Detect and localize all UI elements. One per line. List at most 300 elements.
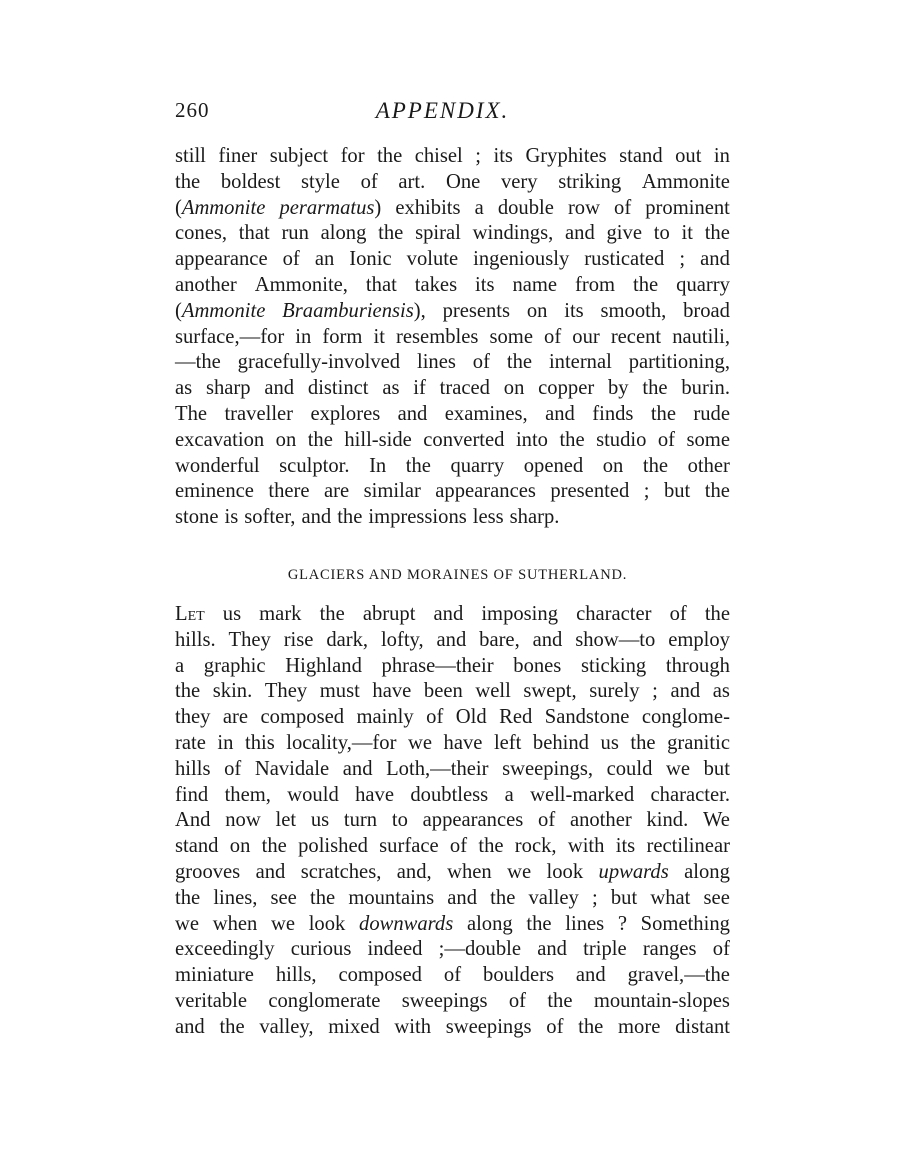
text-line xyxy=(175,428,730,454)
word: quarry xyxy=(450,454,505,477)
word: have xyxy=(443,731,483,754)
word: presents xyxy=(442,299,511,322)
text-line xyxy=(175,454,730,480)
word: softer, xyxy=(244,506,296,529)
word: with xyxy=(394,1015,432,1038)
word: the xyxy=(559,428,585,451)
word: converted xyxy=(423,428,505,451)
word: granitic xyxy=(667,731,730,754)
word: Highland xyxy=(285,654,362,677)
word: wonderful xyxy=(175,454,260,477)
word: grooves xyxy=(175,860,241,883)
word: when xyxy=(447,860,492,883)
word: that xyxy=(238,222,270,245)
word: traveller xyxy=(224,402,294,425)
word: let xyxy=(275,809,297,832)
word: excavation xyxy=(175,428,265,451)
word: and xyxy=(532,628,563,651)
word: style xyxy=(301,170,340,193)
word: partitioning, xyxy=(628,351,730,374)
word: a xyxy=(175,654,185,677)
word: curious xyxy=(290,938,352,961)
book-page xyxy=(175,98,730,1041)
word: (Ammonite xyxy=(175,196,266,219)
text-line xyxy=(175,654,730,680)
text-line xyxy=(175,479,730,505)
word: us xyxy=(310,809,330,832)
word: striking xyxy=(558,170,622,193)
word: they xyxy=(175,706,211,729)
word: along xyxy=(466,912,513,935)
word: the xyxy=(526,912,552,935)
word: finds xyxy=(592,402,634,425)
word: the xyxy=(319,602,345,625)
word: And xyxy=(175,809,211,832)
word: distant xyxy=(675,1015,730,1038)
word: surface,—for xyxy=(175,325,285,348)
word: rise xyxy=(283,628,314,651)
word: and xyxy=(264,377,295,400)
word: ingeniously xyxy=(473,248,570,271)
word: prominent xyxy=(645,196,730,219)
word: character. xyxy=(650,783,730,806)
word: we xyxy=(507,860,532,883)
word: art. xyxy=(398,170,426,193)
word: well xyxy=(475,680,511,703)
word: them, xyxy=(224,783,271,806)
word: ? xyxy=(617,912,627,935)
word: still xyxy=(175,145,206,167)
word: of xyxy=(360,170,378,193)
word: stand xyxy=(619,145,663,167)
word: presented xyxy=(550,480,630,503)
text-line xyxy=(175,731,730,757)
word: explores xyxy=(310,402,381,425)
word: its xyxy=(493,145,513,167)
paragraph-1 xyxy=(175,144,730,531)
word: locality,—for xyxy=(286,731,397,754)
word: Braamburiensis), xyxy=(282,299,426,322)
word: veritable xyxy=(175,989,248,1012)
word: with xyxy=(567,835,605,858)
word: in xyxy=(713,145,730,167)
word: bare, xyxy=(479,628,520,651)
word: and xyxy=(447,886,478,909)
word: lofty, xyxy=(380,628,424,651)
word: triple xyxy=(583,938,627,961)
word: well-marked xyxy=(530,783,635,806)
word: sweepings xyxy=(445,1015,532,1038)
word: the xyxy=(650,402,676,425)
word: gravel,—the xyxy=(627,964,730,987)
word: name xyxy=(512,273,558,296)
word: stone xyxy=(175,506,219,529)
word: lines xyxy=(565,912,605,935)
word: of xyxy=(712,938,730,961)
word: indeed xyxy=(367,938,423,961)
word: and xyxy=(397,402,428,425)
word: Let xyxy=(175,602,205,625)
word: the xyxy=(337,506,363,529)
word: opened xyxy=(523,454,584,477)
word: recent xyxy=(610,325,662,348)
word: and xyxy=(342,757,373,780)
word: there xyxy=(268,480,310,503)
word: sculptor. xyxy=(279,454,350,477)
word: now xyxy=(225,809,261,832)
word: mountains xyxy=(348,886,435,909)
word: abrupt xyxy=(362,602,416,625)
word: we xyxy=(271,912,296,935)
word: on xyxy=(526,299,548,322)
word: and, xyxy=(396,860,432,883)
word: windings, xyxy=(472,222,554,245)
word: kind. xyxy=(646,809,689,832)
word: are xyxy=(222,706,249,729)
word: its xyxy=(564,299,584,322)
word: and xyxy=(575,964,606,987)
text-line xyxy=(175,247,730,273)
word: some xyxy=(686,428,730,451)
word: of xyxy=(472,351,490,374)
word: the xyxy=(307,428,333,451)
text-line xyxy=(175,299,730,325)
word: bones xyxy=(513,654,562,677)
word: we xyxy=(175,912,200,935)
word: burin. xyxy=(681,377,730,400)
word: as xyxy=(712,680,730,703)
word: of xyxy=(669,602,687,625)
word: One xyxy=(445,170,481,193)
word: run xyxy=(281,222,309,245)
word: the xyxy=(261,835,287,858)
word: through xyxy=(665,654,730,677)
word: the xyxy=(378,222,404,245)
word: Red xyxy=(499,706,533,729)
word: swept, xyxy=(523,680,577,703)
word: out xyxy=(675,145,702,167)
word: polished xyxy=(298,835,368,858)
word: valley, xyxy=(259,1015,314,1038)
word: mainly xyxy=(356,706,414,729)
word: of xyxy=(538,809,556,832)
word: sticking xyxy=(580,654,647,677)
word: miniature xyxy=(175,964,254,987)
word: form xyxy=(322,325,363,348)
word: on xyxy=(503,377,525,400)
word: ;—double xyxy=(438,938,522,961)
word: hills, xyxy=(275,964,317,987)
word: turn xyxy=(343,809,378,832)
word: —the xyxy=(175,351,221,374)
word: see xyxy=(270,886,297,909)
word: internal xyxy=(548,351,612,374)
word: look xyxy=(308,912,346,935)
word: dark, xyxy=(326,628,369,651)
text-line xyxy=(175,144,730,170)
word: and xyxy=(700,248,730,271)
running-title: APPENDIX. xyxy=(375,98,510,123)
word: Navidale xyxy=(254,757,330,780)
word: boulders xyxy=(483,964,554,987)
word: we xyxy=(665,757,690,780)
word: examines, xyxy=(444,402,528,425)
word: must xyxy=(319,680,360,703)
word: and xyxy=(537,938,567,961)
word: have xyxy=(355,783,394,806)
word: that xyxy=(365,273,397,296)
word: rusticated xyxy=(584,248,665,271)
word: us xyxy=(222,602,242,625)
word: sharp. xyxy=(509,506,560,529)
word: on xyxy=(275,428,297,451)
text-line xyxy=(175,628,730,654)
text-line xyxy=(175,602,730,628)
word: in xyxy=(217,731,234,754)
word: the xyxy=(175,886,201,909)
word: of xyxy=(426,706,444,729)
word: downwards xyxy=(359,912,454,935)
word: doubtless xyxy=(410,783,489,806)
word: hills xyxy=(175,757,211,780)
word: impressions xyxy=(368,506,467,529)
word: volute xyxy=(406,248,459,271)
word: the xyxy=(309,886,336,909)
word: a xyxy=(504,783,514,806)
word: Gryphites xyxy=(525,145,607,167)
word: on xyxy=(602,454,624,477)
text-line xyxy=(175,989,730,1015)
word: along xyxy=(684,860,730,883)
word: of xyxy=(546,1015,564,1038)
text-line xyxy=(175,273,730,299)
text-line xyxy=(175,757,730,783)
word: the xyxy=(547,989,573,1012)
text-line xyxy=(175,325,730,351)
word: would xyxy=(287,783,339,806)
word: a xyxy=(474,196,484,219)
word: lines, xyxy=(213,886,258,909)
word: left xyxy=(493,731,522,754)
word: composed xyxy=(338,964,422,987)
word: and xyxy=(545,402,575,425)
word: give xyxy=(606,222,642,245)
word: it xyxy=(373,325,385,348)
word: and xyxy=(175,1015,205,1038)
text-line xyxy=(175,808,730,834)
word: by xyxy=(608,377,629,400)
word: phrase—their xyxy=(381,654,494,677)
word: appearances xyxy=(435,480,536,503)
word: rock, xyxy=(514,835,557,858)
word: some xyxy=(489,325,533,348)
word: more xyxy=(618,1015,661,1038)
word: behind xyxy=(532,731,589,754)
word: boldest xyxy=(220,170,281,193)
word: similar xyxy=(363,480,421,503)
word: of xyxy=(224,757,242,780)
word: another xyxy=(175,273,237,296)
text-line xyxy=(175,1015,730,1041)
word: row xyxy=(567,196,600,219)
word: mountain-slopes xyxy=(593,989,730,1012)
word: employ xyxy=(668,628,730,651)
word: scratches, xyxy=(300,860,382,883)
word: the xyxy=(175,680,201,703)
word: and xyxy=(301,506,332,529)
word: ; xyxy=(591,886,598,909)
word: the xyxy=(478,835,504,858)
word: surface xyxy=(379,835,439,858)
word: spiral xyxy=(415,222,461,245)
word: to xyxy=(653,222,670,245)
word: Loth,—their xyxy=(386,757,489,780)
word: eminence xyxy=(175,480,254,503)
word: We xyxy=(703,809,730,832)
word: what xyxy=(650,886,691,909)
word: on xyxy=(229,835,251,858)
word: the xyxy=(219,1015,245,1038)
word: the xyxy=(377,145,403,167)
word: Ammonite, xyxy=(254,273,348,296)
word: in xyxy=(295,325,312,348)
word: gracefully-involved xyxy=(237,351,401,374)
word: smooth, xyxy=(600,299,667,322)
word: the xyxy=(175,170,201,193)
word: other xyxy=(687,454,730,477)
text-line xyxy=(175,834,730,860)
word: sweepings xyxy=(401,989,488,1012)
word: of xyxy=(508,989,527,1012)
word: the xyxy=(506,351,533,374)
word: the xyxy=(633,273,659,296)
text-line xyxy=(175,963,730,989)
word: chisel xyxy=(414,145,463,167)
word: ; xyxy=(679,248,686,271)
text-line xyxy=(175,505,730,531)
word: ranges xyxy=(642,938,697,961)
word: and xyxy=(670,680,701,703)
word: of xyxy=(282,248,300,271)
text-line xyxy=(175,402,730,428)
text-line xyxy=(175,783,730,809)
word: hills. xyxy=(175,628,216,651)
word: sweepings, xyxy=(502,757,594,780)
word: but xyxy=(610,886,638,909)
word: of xyxy=(614,196,632,219)
word: less xyxy=(472,506,504,529)
text-line xyxy=(175,170,730,196)
word: of xyxy=(657,428,676,451)
word: broad xyxy=(683,299,730,322)
word: the xyxy=(490,886,516,909)
text-line xyxy=(175,350,730,376)
word: the xyxy=(578,1015,604,1038)
word: as xyxy=(175,377,193,400)
word: In xyxy=(369,454,387,477)
word: this xyxy=(244,731,275,754)
word: its xyxy=(475,273,495,296)
word: of xyxy=(443,964,462,987)
word: skin. xyxy=(212,680,253,703)
word: into xyxy=(515,428,548,451)
word: Old xyxy=(455,706,487,729)
word: sharp xyxy=(205,377,251,400)
word: an xyxy=(314,248,335,271)
word: valley xyxy=(528,886,579,909)
word: find xyxy=(175,783,209,806)
word: subject xyxy=(269,145,329,167)
word: rate xyxy=(175,731,206,754)
word: could xyxy=(606,757,653,780)
word: our xyxy=(572,325,600,348)
word: appearance xyxy=(175,248,268,271)
word: the xyxy=(704,602,730,625)
word: it xyxy=(681,222,693,245)
word: the xyxy=(642,377,668,400)
word: Sandstone xyxy=(544,706,630,729)
text-line xyxy=(175,679,730,705)
word: cones, xyxy=(175,222,228,245)
word: ; xyxy=(652,680,658,703)
word: as xyxy=(382,377,400,400)
word: the xyxy=(405,454,431,477)
word: appearances xyxy=(422,809,524,832)
word: stand xyxy=(175,835,219,858)
word: the xyxy=(630,731,656,754)
word: the xyxy=(704,480,730,503)
word: the xyxy=(642,454,669,477)
word: nautili, xyxy=(672,325,730,348)
word: imposing xyxy=(481,602,558,625)
text-line xyxy=(175,705,730,731)
word: double xyxy=(497,196,554,219)
text-line xyxy=(175,886,730,912)
word: composed xyxy=(260,706,345,729)
word: along xyxy=(320,222,367,245)
word: when xyxy=(212,912,258,935)
text-line xyxy=(175,912,730,938)
word: (Ammonite xyxy=(175,299,266,322)
word: distinct xyxy=(307,377,369,400)
word: and xyxy=(436,628,467,651)
word: mixed xyxy=(328,1015,380,1038)
word: and xyxy=(433,602,464,625)
word: conglome- xyxy=(641,706,730,729)
paragraph-2 xyxy=(175,602,730,1041)
word: Something xyxy=(640,912,730,935)
word: for xyxy=(340,145,365,167)
word: are xyxy=(324,480,350,503)
word: finer xyxy=(218,145,258,167)
word: its xyxy=(615,835,636,858)
word: graphic xyxy=(203,654,266,677)
word: copper xyxy=(538,377,595,400)
text-line xyxy=(175,860,730,886)
word: is xyxy=(224,506,239,529)
word: if xyxy=(413,377,426,400)
word: ; xyxy=(475,145,481,167)
word: They xyxy=(264,680,308,703)
word: rectilinear xyxy=(646,835,730,858)
text-line xyxy=(175,937,730,963)
word: and xyxy=(255,860,286,883)
word: show—to xyxy=(575,628,656,651)
word: from xyxy=(575,273,616,296)
word: takes xyxy=(414,273,458,296)
word: look xyxy=(546,860,584,883)
word: character xyxy=(576,602,652,625)
